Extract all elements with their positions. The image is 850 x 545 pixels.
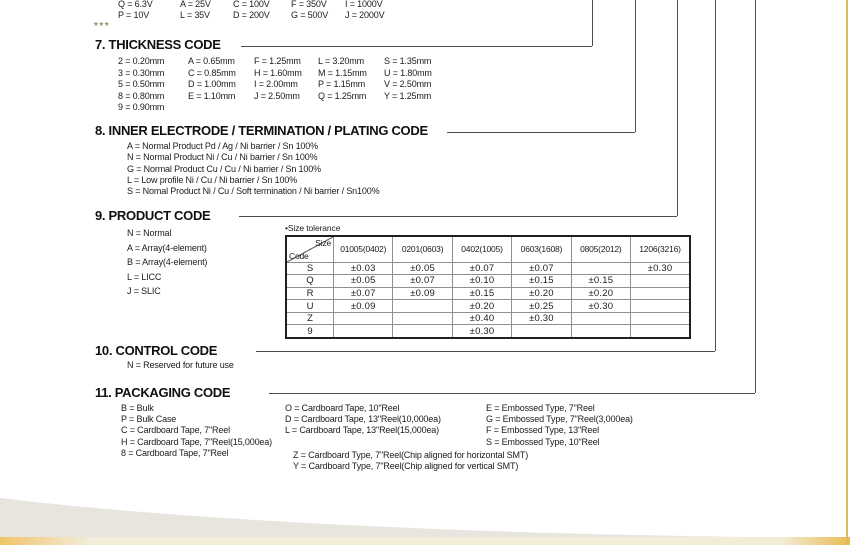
thickness-code-item: 8 = 0.80mm — [118, 90, 165, 101]
tolerance-value — [393, 312, 452, 325]
packaging-item: H = Cardboard Tape, 7"Reel(15,000ea) — [121, 436, 272, 447]
section-title-thickness-code: 7. THICKNESS CODE — [95, 37, 221, 52]
bottom-cream-band — [0, 537, 850, 545]
tolerance-value: ±0.40 — [452, 312, 511, 325]
tolerance-value — [334, 312, 393, 325]
section8-rule-line — [447, 132, 635, 133]
packaging-column-2 — [285, 403, 441, 437]
tolerance-value: ±0.07 — [393, 275, 452, 288]
tolerance-value: ±0.05 — [393, 262, 452, 275]
corner-label-code: Code — [289, 250, 309, 261]
row-code: S — [286, 262, 334, 275]
section7-rule-line — [241, 46, 592, 47]
tolerance-value — [393, 325, 452, 338]
packaging-item: P = Bulk Case — [121, 414, 177, 425]
packaging-item: G = Embossed Type, 7"Reel(3,000ea) — [486, 414, 633, 425]
control-code-item: N = Reserved for future use — [127, 360, 234, 370]
electrode-code-list — [127, 141, 379, 197]
voltage-code-item: P = 10V — [118, 10, 150, 20]
thickness-code-item: M = 1.15mm — [318, 67, 367, 78]
thickness-code-item: F = 1.25mm — [254, 56, 301, 66]
tolerance-value: ±0.20 — [512, 287, 571, 300]
page-right-gold-border — [846, 0, 848, 545]
tolerance-value: ±0.09 — [393, 287, 452, 300]
section8-connector-riser — [635, 0, 636, 132]
thickness-code-item: L = 3.20mm — [318, 56, 364, 66]
thickness-code-item: A = 0.65mm — [188, 56, 235, 66]
tolerance-value: ±0.30 — [512, 312, 571, 325]
section10-connector-riser — [715, 0, 716, 351]
size-tolerance-table — [285, 235, 691, 339]
tolerance-value: ±0.03 — [334, 262, 393, 275]
thickness-code-item: I = 2.00mm — [254, 79, 298, 89]
bottom-band-gold-right — [780, 537, 850, 545]
packaging-item: C = Cardboard Tape, 7"Reel — [121, 425, 230, 436]
electrode-code-item: A = Normal Product Pd / Ag / Ni barrier / Sn 100% — [127, 141, 318, 151]
row-code: Z — [286, 312, 334, 325]
thickness-code-list — [118, 56, 432, 114]
section-title-packaging-code: 11. PACKAGING CODE — [95, 385, 231, 400]
table-row — [286, 287, 690, 300]
tolerance-value — [631, 312, 690, 325]
column-header: 1206(3216) — [631, 236, 690, 262]
thickness-code-item: 5 = 0.50mm — [118, 79, 165, 89]
tolerance-value: ±0.30 — [452, 325, 511, 338]
section-title-product-code: 9. PRODUCT CODE — [95, 208, 211, 223]
thickness-code-item: J = 2.50mm — [254, 90, 300, 101]
table-row — [286, 312, 690, 325]
product-code-item: L = LICC — [127, 271, 162, 282]
packaging-item: S = Embossed Type, 10"Reel — [486, 436, 600, 447]
column-header: 0805(2012) — [571, 236, 630, 262]
size-tolerance-label: •Size tolerance — [285, 223, 341, 233]
product-code-item: N = Normal — [127, 228, 172, 238]
table-row — [286, 300, 690, 313]
section-title-electrode-code: 8. INNER ELECTRODE / TERMINATION / PLATING CODE — [95, 123, 428, 138]
section11-connector-riser — [755, 0, 756, 393]
thickness-code-item: H = 1.60mm — [254, 67, 302, 78]
tolerance-value: ±0.30 — [631, 262, 690, 275]
voltage-code-item: C = 100V — [233, 0, 270, 9]
tolerance-value — [571, 325, 630, 338]
column-header: 0603(1608) — [512, 236, 571, 262]
column-header: 0201(0603) — [393, 236, 452, 262]
row-code: R — [286, 287, 334, 300]
tolerance-value: ±0.05 — [334, 275, 393, 288]
tolerance-value: ±0.09 — [334, 300, 393, 313]
product-code-list — [127, 226, 207, 299]
thickness-code-item: P = 1.15mm — [318, 79, 366, 89]
packaging-column-1 — [121, 403, 272, 459]
thickness-code-item: V = 2.50mm — [384, 79, 432, 89]
product-code-item: A = Array(4-element) — [127, 242, 207, 253]
bottom-band-gold-left — [0, 537, 90, 545]
table-row — [286, 325, 690, 338]
control-code-list — [127, 360, 234, 371]
electrode-code-item: S = Nomal Product Ni / Cu / Soft termination / Ni barrier / Sn100% — [127, 186, 380, 197]
thickness-code-item: Y = 1.25mm — [384, 90, 432, 101]
thickness-code-item: Q = 1.25mm — [318, 90, 367, 101]
tolerance-value: ±0.20 — [452, 300, 511, 313]
corner-label-size: Size — [315, 238, 331, 248]
gray-swoosh-decoration — [0, 492, 745, 537]
thickness-code-item: U = 1.80mm — [384, 67, 432, 78]
tolerance-value: ±0.07 — [334, 287, 393, 300]
voltage-code-item: J = 2000V — [345, 10, 385, 20]
product-code-item: J = SLIC — [127, 286, 161, 297]
section-title-control-code: 10. CONTROL CODE — [95, 343, 218, 358]
thickness-code-item: 3 = 0.30mm — [118, 67, 165, 78]
tolerance-value — [631, 325, 690, 338]
section11-rule-line — [269, 393, 755, 394]
row-code: Q — [286, 275, 334, 288]
tolerance-value: ±0.20 — [571, 287, 630, 300]
tolerance-value — [631, 300, 690, 313]
tolerance-value — [631, 287, 690, 300]
thickness-code-item: C = 0.85mm — [188, 67, 236, 78]
packaging-item: O = Cardboard Tape, 10"Reel — [285, 403, 400, 413]
thickness-code-item: E = 1.10mm — [188, 90, 236, 101]
electrode-code-item: L = Low profile Ni / Cu / Ni barrier / Sn 100% — [127, 174, 298, 185]
table-header-row — [286, 236, 690, 262]
table-corner-cell — [286, 236, 334, 262]
product-code-item: B = Array(4-element) — [127, 257, 208, 268]
tolerance-value — [334, 325, 393, 338]
section9-connector-riser — [677, 0, 678, 216]
column-header: 01005(0402) — [334, 236, 393, 262]
packaging-column-2-lower — [293, 450, 528, 472]
tolerance-value: ±0.07 — [512, 262, 571, 275]
voltage-code-item: I = 1000V — [345, 0, 383, 9]
tolerance-value: ±0.07 — [452, 262, 511, 275]
table-row — [286, 275, 690, 288]
thickness-code-item: D = 1.00mm — [188, 79, 236, 89]
packaging-item: D = Cardboard Tape, 13"Reel(10,000ea) — [285, 414, 441, 425]
column-header: 0402(1005) — [452, 236, 511, 262]
tolerance-value — [393, 300, 452, 313]
tolerance-value: ±0.25 — [512, 300, 571, 313]
tolerance-value: ±0.10 — [452, 275, 511, 288]
packaging-column-3 — [486, 403, 633, 448]
voltage-code-item: G = 500V — [291, 10, 329, 20]
section7-connector-riser — [592, 0, 593, 46]
table-row — [286, 262, 690, 275]
packaging-item: Y = Cardboard Type, 7"Reel(Chip aligned for vertical SMT) — [293, 461, 519, 472]
voltage-code-rows — [118, 0, 384, 21]
tolerance-value — [571, 262, 630, 275]
packaging-item: E = Embossed Type, 7"Reel — [486, 403, 595, 413]
row-code: 9 — [286, 325, 334, 338]
electrode-code-item: N = Normal Product Ni / Cu / Ni barrier / Sn 100% — [127, 152, 318, 163]
voltage-code-item: D = 200V — [233, 10, 270, 20]
tolerance-value: ±0.15 — [512, 275, 571, 288]
footnote-marker: *** — [94, 21, 111, 32]
packaging-item: B = Bulk — [121, 403, 154, 413]
packaging-item: L = Cardboard Tape, 13"Reel(15,000ea) — [285, 425, 440, 436]
thickness-code-item: S = 1.35mm — [384, 56, 432, 66]
voltage-code-item: A = 25V — [180, 0, 211, 9]
voltage-code-item: Q = 6.3V — [118, 0, 153, 9]
packaging-item: F = Embossed Type, 13"Reel — [486, 425, 599, 436]
tolerance-value: ±0.15 — [571, 275, 630, 288]
tolerance-value — [512, 325, 571, 338]
section9-rule-line — [239, 216, 677, 217]
electrode-code-item: G = Normal Product Cu / Cu / Ni barrier / Sn 100% — [127, 163, 321, 174]
voltage-code-item: F = 350V — [291, 0, 327, 9]
tolerance-value: ±0.15 — [452, 287, 511, 300]
section10-rule-line — [256, 351, 715, 352]
packaging-item: 8 = Cardboard Tape, 7"Reel — [121, 447, 229, 458]
tolerance-value: ±0.30 — [571, 300, 630, 313]
packaging-item: Z = Cardboard Type, 7"Reel(Chip aligned for horizontal SMT) — [293, 450, 529, 460]
thickness-code-item: 2 = 0.20mm — [118, 56, 165, 66]
tolerance-value — [571, 312, 630, 325]
thickness-code-item: 9 = 0.90mm — [118, 102, 165, 112]
row-code: U — [286, 300, 334, 313]
voltage-code-item: L = 35V — [180, 10, 210, 20]
tolerance-value — [631, 275, 690, 288]
